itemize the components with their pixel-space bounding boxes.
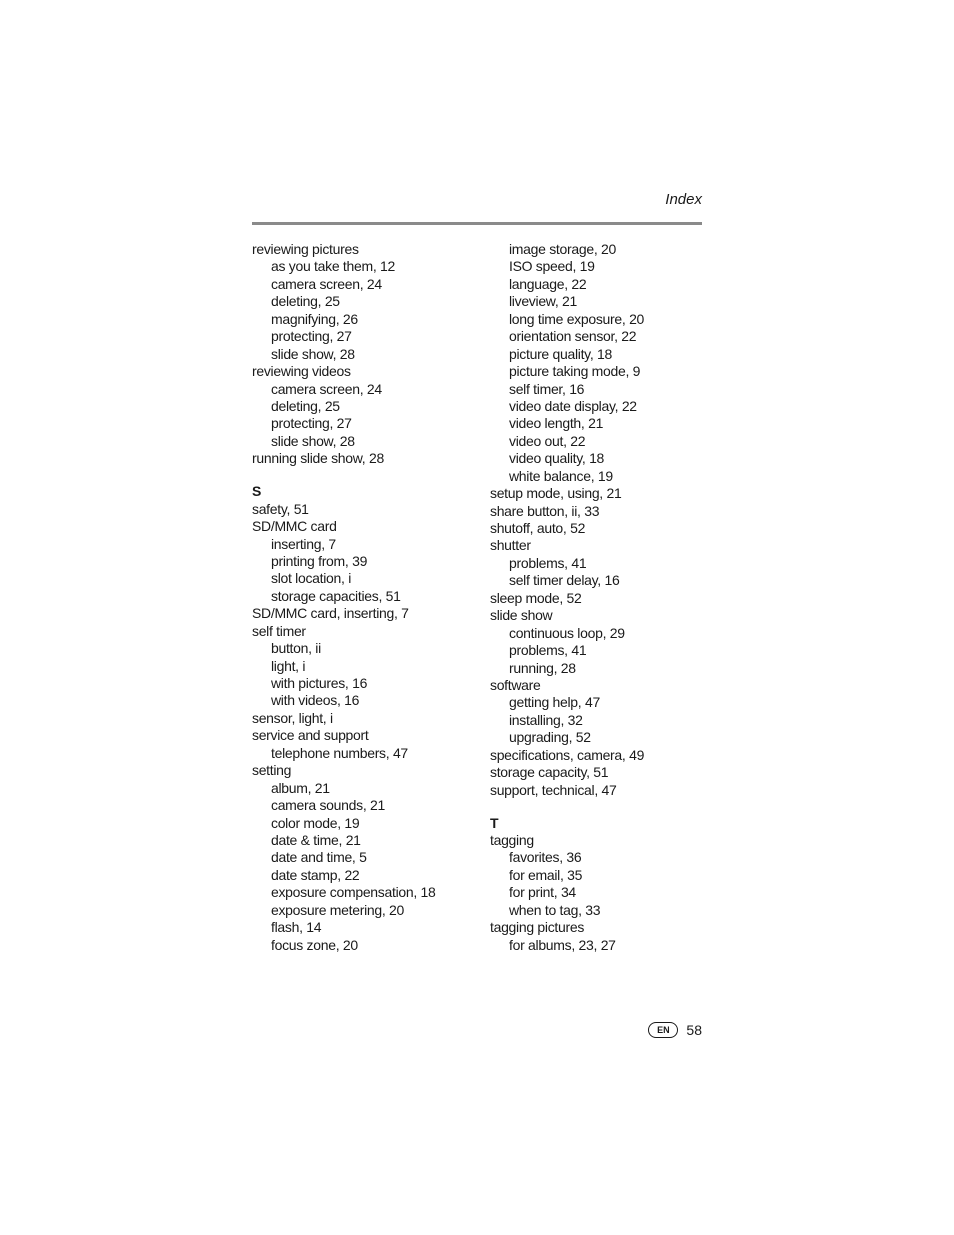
- index-letter-heading: T: [490, 814, 499, 831]
- index-subentry: magnifying, 26: [271, 310, 358, 327]
- index-letter-heading: S: [252, 483, 262, 500]
- index-entry: running slide show, 28: [252, 450, 384, 467]
- index-subentry: slide show, 28: [271, 345, 355, 362]
- index-subentry: continuous loop, 29: [509, 624, 625, 641]
- language-badge: EN: [648, 1022, 678, 1038]
- index-entry: reviewing videos: [252, 363, 351, 380]
- index-entry: support, technical, 47: [490, 781, 617, 798]
- index-subentry: video quality, 18: [509, 450, 605, 467]
- index-entry: SD/MMC card, inserting, 7: [252, 605, 409, 622]
- page-header-title: Index: [665, 191, 702, 208]
- index-subentry: printing from, 39: [271, 552, 368, 569]
- index-subentry: date & time, 21: [271, 831, 361, 848]
- index-subentry: running, 28: [509, 659, 576, 676]
- index-entry: sleep mode, 52: [490, 589, 582, 606]
- index-subentry: video length, 21: [509, 415, 604, 432]
- index-entry: self timer: [252, 622, 306, 639]
- index-subentry: slot location, i: [271, 570, 352, 587]
- index-subentry: getting help, 47: [509, 694, 600, 711]
- index-subentry: ISO speed, 19: [509, 258, 595, 275]
- index-subentry: with videos, 16: [271, 692, 360, 709]
- index-subentry: self timer delay, 16: [509, 572, 620, 589]
- index-entry: tagging: [490, 831, 534, 848]
- index-subentry: protecting, 27: [271, 328, 352, 345]
- index-subentry: video date display, 22: [509, 397, 637, 414]
- index-entry: service and support: [252, 727, 369, 744]
- header-divider: [252, 222, 702, 225]
- index-subentry: exposure compensation, 18: [271, 884, 436, 901]
- index-entry: tagging pictures: [490, 919, 585, 936]
- index-subentry: for print, 34: [509, 884, 576, 901]
- index-subentry: with pictures, 16: [271, 675, 368, 691]
- index-entry: shutter: [490, 537, 531, 554]
- index-entry: setting: [252, 762, 292, 779]
- index-subentry: picture taking mode, 9: [509, 363, 641, 380]
- index-entry: safety, 51: [252, 500, 309, 517]
- index-subentry: video out, 22: [509, 432, 586, 449]
- index-subentry: long time exposure, 20: [509, 310, 645, 327]
- index-subentry: liveview, 21: [509, 293, 577, 310]
- index-subentry: date and time, 5: [271, 849, 367, 866]
- index-subentry: date stamp, 22: [271, 866, 360, 883]
- index-subentry: flash, 14: [271, 919, 322, 936]
- index-subentry: installing, 32: [509, 711, 583, 728]
- index-subentry: picture quality, 18: [509, 345, 612, 362]
- index-entry: shutoff, auto, 52: [490, 520, 586, 536]
- index-subentry: self timer, 16: [509, 380, 585, 397]
- index-subentry: when to tag, 33: [509, 901, 601, 918]
- index-subentry: deleting, 25: [271, 397, 340, 414]
- index-subentry: camera screen, 24: [271, 380, 382, 397]
- index-subentry: deleting, 25: [271, 293, 340, 310]
- index-subentry: for albums, 23, 27: [509, 936, 616, 953]
- index-entry: slide show: [490, 607, 553, 624]
- index-column-right: [490, 241, 715, 954]
- index-subentry: camera sounds, 21: [271, 797, 385, 814]
- index-subentry: focus zone, 20: [271, 936, 358, 953]
- index-subentry: problems, 41: [509, 642, 587, 659]
- index-entry: setup mode, using, 21: [490, 485, 622, 502]
- index-subentry: protecting, 27: [271, 415, 352, 432]
- index-subentry: white balance, 19: [509, 467, 613, 484]
- index-entry: share button, ii, 33: [490, 502, 600, 519]
- index-subentry: color mode, 19: [271, 814, 360, 831]
- index-subentry: inserting, 7: [271, 535, 336, 552]
- index-subentry: exposure metering, 20: [271, 901, 405, 918]
- page-number: 58: [686, 1022, 702, 1038]
- index-subentry: as you take them, 12: [271, 258, 395, 275]
- index-entry: specifications, camera, 49: [490, 746, 645, 763]
- index-entry: storage capacity, 51: [490, 764, 609, 781]
- index-subentry: button, ii: [271, 640, 321, 657]
- index-subentry: upgrading, 52: [509, 729, 591, 746]
- index-subentry: storage capacities, 51: [271, 587, 401, 604]
- index-subentry: problems, 41: [509, 554, 587, 571]
- index-entry: reviewing pictures: [252, 241, 359, 257]
- index-entry: SD/MMC card: [252, 518, 337, 535]
- index-subentry: camera screen, 24: [271, 275, 382, 292]
- page-footer: [640, 1020, 702, 1040]
- index-subentry: language, 22: [509, 275, 587, 292]
- index-subentry: slide show, 28: [271, 432, 355, 449]
- index-subentry: telephone numbers, 47: [271, 744, 408, 761]
- index-column-left: [252, 241, 477, 954]
- index-subentry: favorites, 36: [509, 849, 582, 866]
- index-subentry: image storage, 20: [509, 241, 616, 257]
- index-subentry: orientation sensor, 22: [509, 328, 637, 345]
- index-entry: sensor, light, i: [252, 709, 333, 726]
- index-subentry: for email, 35: [509, 866, 583, 883]
- index-entry: software: [490, 676, 541, 693]
- index-subentry: album, 21: [271, 779, 330, 796]
- index-subentry: light, i: [271, 657, 306, 674]
